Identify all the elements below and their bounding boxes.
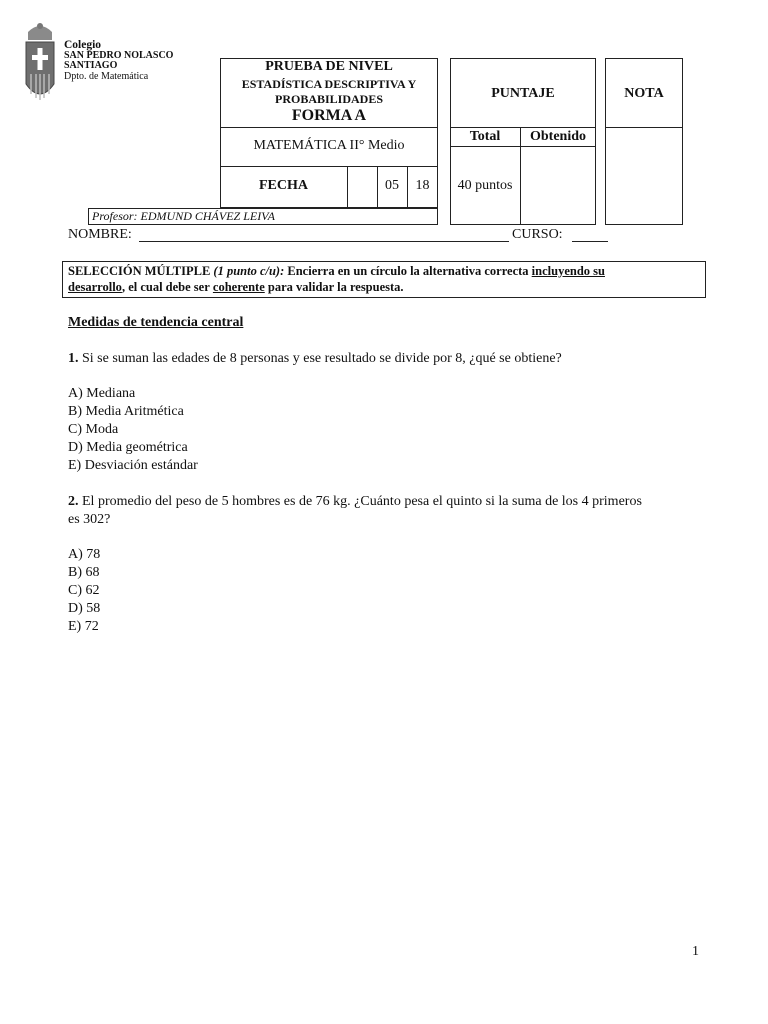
subject: MATEMÁTICA II° Medio [253, 138, 405, 153]
option-b[interactable]: B) Media Aritmética [68, 404, 184, 419]
option-c[interactable]: C) 62 [68, 583, 100, 598]
test-subtitle-2: PROBABILIDADES [274, 92, 384, 106]
obtained-label: Obtenido [529, 129, 586, 144]
question-number: 2. [68, 494, 79, 509]
total-label: Total [469, 129, 501, 144]
test-title: PRUEBA DE NIVEL [265, 59, 393, 74]
question-1 [68, 350, 562, 368]
section-title: Medidas de tendencia central [68, 315, 244, 330]
school-info [64, 40, 173, 82]
option-d[interactable]: D) 58 [68, 601, 101, 616]
date-label: FECHA [259, 178, 308, 193]
option-a[interactable]: A) 78 [68, 547, 101, 562]
school-city: SANTIAGO [64, 60, 118, 71]
question-text-line-1: El promedio del peso de 5 hombres es de 76 kg. ¿Cuánto pesa el quinto si la suma de los 4 primeros [82, 494, 642, 509]
question-number: 1. [68, 351, 79, 366]
name-label: NOMBRE: [68, 227, 132, 242]
question-2 [68, 493, 708, 529]
name-field-line[interactable] [139, 241, 509, 242]
test-subtitle-1: ESTADÍSTICA DESCRIPTIVA Y [241, 77, 417, 91]
test-form: FORMA A [291, 107, 367, 124]
instructions-text: SELECCIÓN MÚLTIPLE (1 punto c/u): Encierra en un círculo la alternativa correcta incluyendo su desarrollo, el cual debe ser coherente para validar la respuesta. [68, 264, 605, 294]
option-c[interactable]: C) Moda [68, 422, 119, 437]
grade-box [605, 58, 683, 225]
question-1-options [68, 385, 198, 475]
question-text-line-2: es 302? [68, 512, 111, 527]
school-dept: Dpto. de Matemática [64, 70, 149, 82]
course-field-line[interactable] [572, 241, 608, 242]
date-year: 18 [415, 178, 430, 193]
option-d[interactable]: D) Media geométrica [68, 440, 188, 455]
option-e[interactable]: E) 72 [68, 619, 99, 634]
option-b[interactable]: B) 68 [68, 565, 100, 580]
option-e[interactable]: E) Desviación estándar [68, 458, 198, 473]
question-2-options [68, 546, 100, 636]
school-crest-logo [22, 18, 58, 106]
instructions-heading: SELECCIÓN MÚLTIPLE [68, 264, 211, 278]
option-a[interactable]: A) Mediana [68, 386, 136, 401]
teacher-name: Profesor: EDMUND CHÁVEZ LEIVA [92, 209, 275, 223]
total-value: 40 puntos [457, 178, 513, 193]
instructions-points: (1 punto c/u): [213, 264, 285, 278]
school-sub: SAN PEDRO NOLASCO [64, 49, 174, 61]
date-month: 05 [385, 178, 399, 193]
school-name: Colegio [64, 39, 102, 51]
question-text: Si se suman las edades de 8 personas y ese resultado se divide por 8, ¿qué se obtiene? [82, 351, 562, 366]
course-label: CURSO: [512, 227, 563, 242]
score-label: PUNTAJE [491, 86, 555, 101]
grade-label: NOTA [624, 86, 664, 101]
page-number: 1 [692, 944, 699, 959]
